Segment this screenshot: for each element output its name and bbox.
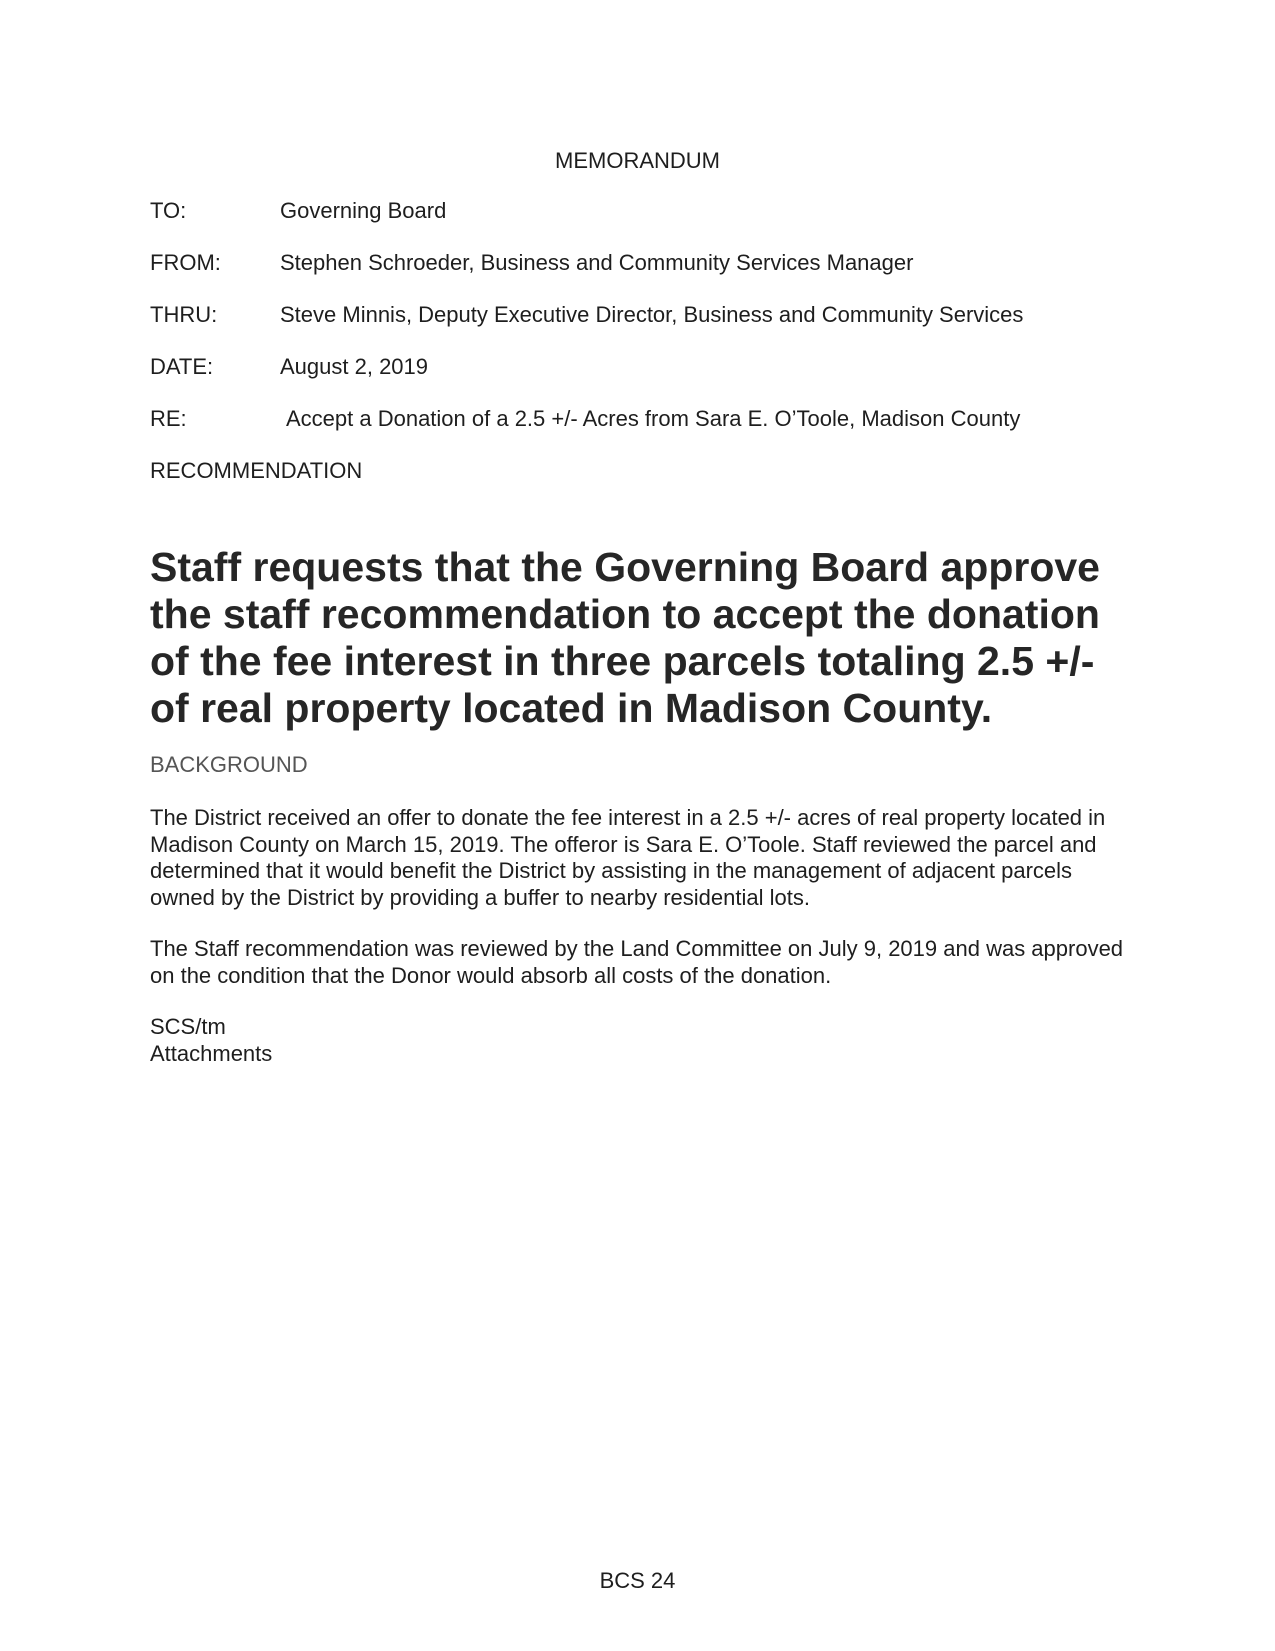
thru-value: Steve Minnis, Deputy Executive Director, Business and Community Services [280,302,1024,327]
to-label: TO: [150,198,187,223]
background-heading: BACKGROUND [150,752,308,777]
from-value: Stephen Schroeder, Business and Community Services Manager [280,250,914,275]
re-label: RE: [150,406,187,431]
background-paragraph-1: The District received an offer to donate the fee interest in a 2.5 +/- acres of real property located in Madison County on March 15, 2019. The offeror is Sara E. O’Toole. Staff reviewed the parcel and determined that it would benefit the District by assisting in the management of adjacent parcels owned by the District by providing a buffer to nearby residential lots. [150,805,1106,910]
date-label: DATE: [150,354,214,379]
memo-title: MEMORANDUM [555,148,720,173]
from-label: FROM: [150,250,221,275]
background-paragraph-2: The Staff recommendation was reviewed by the Land Committee on July 9, 2019 and was approved on the condition that the Donor would absorb all costs of the donation. [150,936,1124,988]
date-value: August 2, 2019 [280,354,429,379]
recommendation-heading: RECOMMENDATION [150,458,363,483]
thru-label: THRU: [150,302,218,327]
recommendation-text: Staff requests that the Governing Board approve the staff recommendation to accept the donation of the fee interest in three parcels totaling 2.5 +/- of real property located in Madison County. [150,544,1100,731]
initials: SCS/tm [150,1014,226,1039]
re-value: Accept a Donation of a 2.5 +/- Acres from Sara E. O’Toole, Madison County [286,406,1021,431]
to-value: Governing Board [280,198,447,223]
page-number: BCS 24 [599,1568,676,1593]
attachments-note: Attachments [150,1041,273,1066]
